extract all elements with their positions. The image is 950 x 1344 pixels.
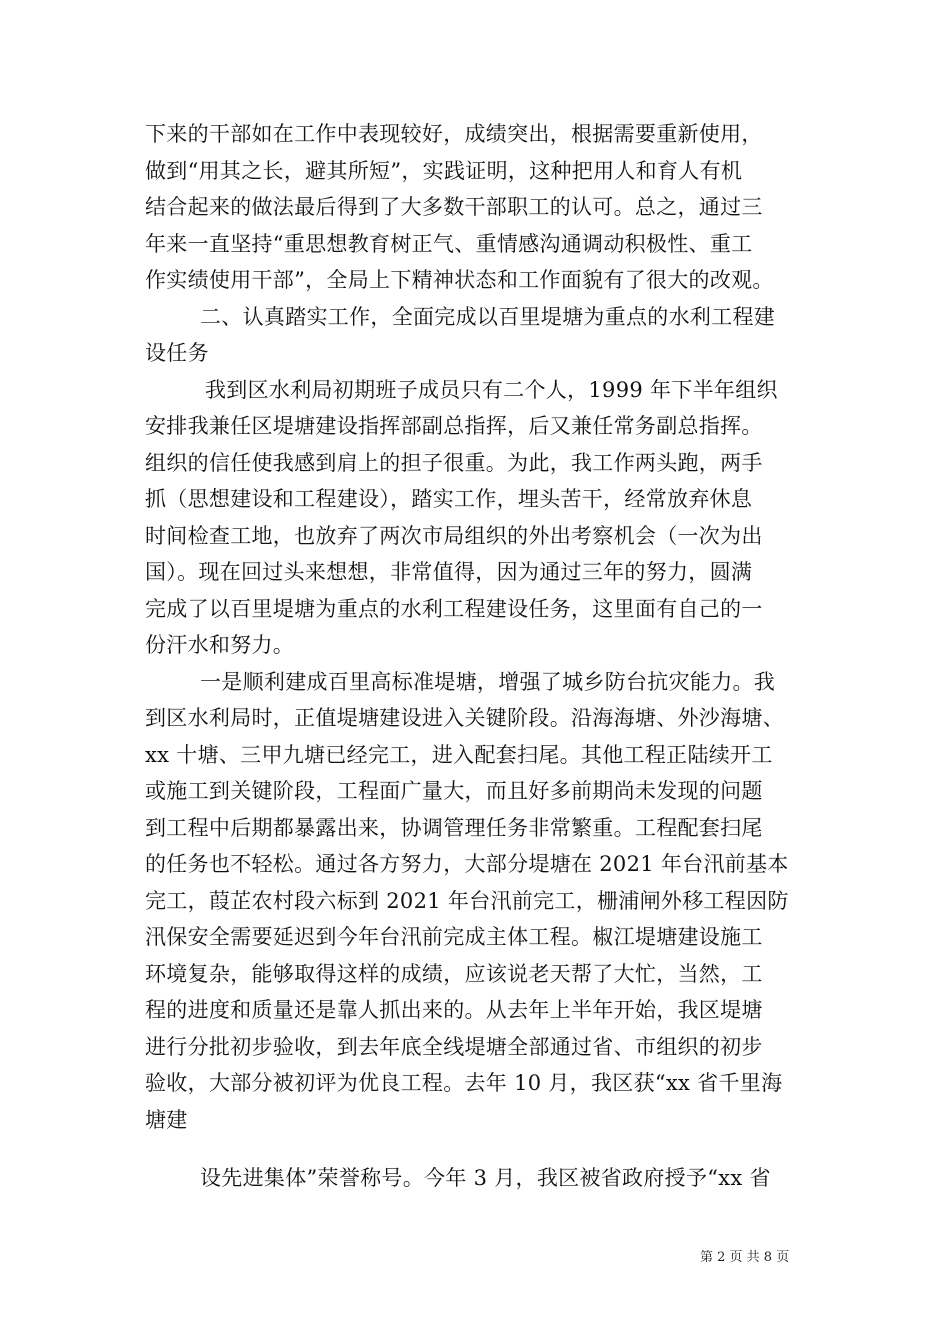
section-heading-line: 设任务 — [145, 341, 209, 365]
text-line: 做到“用其之长，避其所短”，实践证明，这种把用人和育人有机 — [145, 159, 743, 183]
text-line: 我到区水利局初期班子成员只有二个人，1999 年下半年组织 — [205, 378, 778, 402]
text-line: 作实绩使用干部”，全局上下精神状态和工作面貌有了很大的改观。 — [145, 268, 774, 292]
text-line: 或施工到关键阶段，工程面广量大，而且好多前期尚未发现的问题 — [145, 779, 763, 803]
text-line: 年来一直坚持“重思想教育树正气、重情感沟通调动积极性、重工 — [145, 232, 753, 256]
text-line: 到区水利局时，正值堤塘建设进入关键阶段。沿海海塘、外沙海塘、 — [145, 706, 784, 730]
text-line: 安排我兼任区堤塘建设指挥部副总指挥，后又兼任常务副总指挥。 — [145, 414, 763, 438]
text-line: 的任务也不轻松。通过各方努力，大部分堤塘在 2021 年台汛前基本 — [145, 852, 789, 876]
text-line: 到工程中后期都暴露出来，协调管理任务非常繁重。工程配套扫尾 — [145, 816, 763, 840]
page-number-footer: 第 2 页 共 8 页 — [700, 1250, 790, 1265]
text-line: 时间检查工地，也放弃了两次市局组织的外出考察机会（一次为出 — [145, 524, 763, 548]
text-line: xx 十塘、三甲九塘已经完工，进入配套扫尾。其他工程正陆续开工 — [145, 743, 773, 767]
section-heading-line: 二、认真踏实工作，全面完成以百里堤塘为重点的水利工程建 — [200, 305, 776, 329]
text-line: 结合起来的做法最后得到了大多数干部职工的认可。总之，通过三 — [145, 195, 763, 219]
text-line: 下来的干部如在工作中表现较好，成绩突出，根据需要重新使用， — [145, 122, 763, 146]
text-line: 进行分批初步验收，到去年底全线堤塘全部通过省、市组织的初步 — [145, 1035, 763, 1059]
text-line: 抓（思想建设和工程建设），踏实工作，埋头苦干，经常放弃休息 — [145, 487, 753, 511]
text-line-continued: 设先进集体”荣誉称号。今年 3 月，我区被省政府授予“xx 省 — [200, 1166, 771, 1190]
text-line: 完工，葭芷农村段六标到 2021 年台汛前完工，栅浦闸外移工程因防 — [145, 889, 789, 913]
text-line: 塘建 — [145, 1108, 188, 1132]
text-line: 验收，大部分被初评为优良工程。去年 10 月，我区获“xx 省千里海 — [145, 1071, 783, 1095]
text-line: 国）。现在回过头来想想，非常值得，因为通过三年的努力，圆满 — [145, 560, 753, 584]
text-line: 组织的信任使我感到肩上的担子很重。为此，我工作两头跑，两手 — [145, 451, 763, 475]
text-line: 一是顺利建成百里高标准堤塘，增强了城乡防台抗灾能力。我 — [200, 670, 776, 694]
text-line: 程的进度和质量还是靠人抓出来的。从去年上半年开始，我区堤塘 — [145, 998, 763, 1022]
text-line: 完成了以百里堤塘为重点的水利工程建设任务，这里面有自己的一 — [145, 597, 763, 621]
text-line: 环境复杂，能够取得这样的成绩，应该说老天帮了大忙，当然，工 — [145, 962, 763, 986]
text-line: 份汗水和努力。 — [145, 633, 295, 657]
text-line: 汛保安全需要延迟到今年台汛前完成主体工程。椒江堤塘建设施工 — [145, 925, 763, 949]
